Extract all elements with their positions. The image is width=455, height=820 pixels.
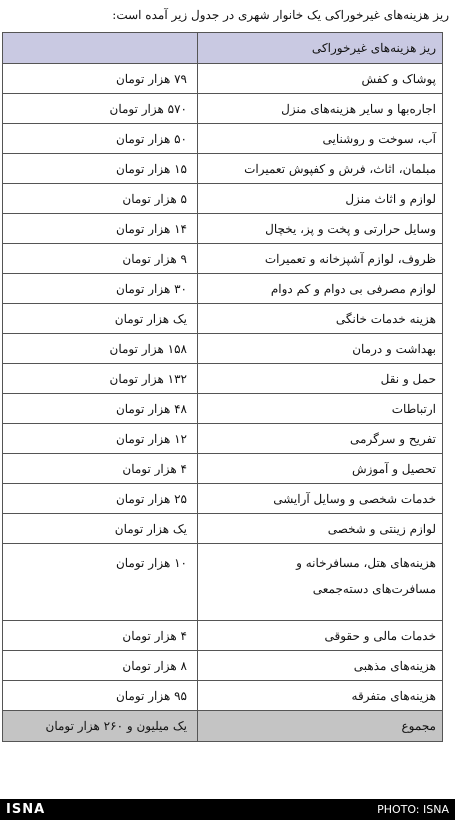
cost-cell: ۵۰ هزار تومان — [3, 124, 198, 154]
cost-cell: ۱۴ هزار تومان — [3, 214, 198, 244]
cost-cell: ۱۵ هزار تومان — [3, 154, 198, 184]
table-row — [3, 651, 443, 681]
cost-cell: ۸ هزار تومان — [3, 651, 198, 681]
table-row — [3, 124, 443, 154]
cost-cell: ۱۵۸ هزار تومان — [3, 334, 198, 364]
cost-cell: ۵۷۰ هزار تومان — [3, 94, 198, 124]
cost-cell: ۴ هزار تومان — [3, 621, 198, 651]
table-row — [3, 681, 443, 711]
table-row — [3, 184, 443, 214]
cost-cell: یک هزار تومان — [3, 304, 198, 334]
cost-cell: ۲۵ هزار تومان — [3, 484, 198, 514]
table-row — [3, 214, 443, 244]
header-cost-cell — [3, 33, 198, 64]
table-row — [3, 364, 443, 394]
table-row — [3, 274, 443, 304]
item-cell: خدمات شخصی و وسایل آرایشی — [198, 484, 443, 514]
cost-cell: یک هزار تومان — [3, 514, 198, 544]
table-row — [3, 244, 443, 274]
table-header-row — [3, 33, 443, 64]
item-cell: خدمات مالی و حقوقی — [198, 621, 443, 651]
photo-credit: PHOTO: ISNA — [377, 803, 449, 816]
total-cost-cell: یک میلیون و ۲۶۰ هزار تومان — [3, 711, 198, 742]
table-row — [3, 484, 443, 514]
cost-cell: ۴ هزار تومان — [3, 454, 198, 484]
table-row — [3, 514, 443, 544]
item-cell: ارتباطات — [198, 394, 443, 424]
cost-cell: ۷۹ هزار تومان — [3, 64, 198, 94]
item-cell: هزینه خدمات خانگی — [198, 304, 443, 334]
item-cell: هزینه‌های متفرقه — [198, 681, 443, 711]
item-line: مسافرت‌های دسته‌جمعی — [312, 582, 436, 596]
cost-cell: ۵ هزار تومان — [3, 184, 198, 214]
table-row — [3, 454, 443, 484]
expenses-table — [2, 32, 443, 742]
item-cell: آب، سوخت و روشنایی — [198, 124, 443, 154]
item-cell: لوازم و اثاث منزل — [198, 184, 443, 214]
item-cell: بهداشت و درمان — [198, 334, 443, 364]
item-cell: مبلمان، اثاث، فرش و کفپوش تعمیرات — [198, 154, 443, 184]
item-cell: لوازم زینتی و شخصی — [198, 514, 443, 544]
cost-cell: ۱۲ هزار تومان — [3, 424, 198, 454]
item-cell: پوشاک و کفش — [198, 64, 443, 94]
cost-cell: ۳۰ هزار تومان — [3, 274, 198, 304]
item-cell: وسایل حرارتی و پخت و پز، یخچال — [198, 214, 443, 244]
isna-logo: ISNA — [6, 802, 46, 817]
item-cell: تحصیل و آموزش — [198, 454, 443, 484]
item-cell: اجاره‌بها و سایر هزینه‌های منزل — [198, 94, 443, 124]
cost-cell: ۹۵ هزار تومان — [3, 681, 198, 711]
item-cell: تفریح و سرگرمی — [198, 424, 443, 454]
photo-credit-bar — [0, 799, 455, 820]
header-item-cell: ریز هزینه‌های غیرخوراکی — [198, 33, 443, 64]
total-row — [3, 711, 443, 742]
table-row — [3, 64, 443, 94]
table-row — [3, 334, 443, 364]
table-row — [3, 424, 443, 454]
cost-cell: ۹ هزار تومان — [3, 244, 198, 274]
cost-cell: ۱۳۲ هزار تومان — [3, 364, 198, 394]
item-cell: حمل و نقل — [198, 364, 443, 394]
expenses-table-wrapper — [2, 32, 443, 742]
cost-cell: ۱۰ هزار تومان — [3, 544, 198, 621]
item-cell: ظروف، لوازم آشپزخانه و تعمیرات — [198, 244, 443, 274]
cost-cell: ۴۸ هزار تومان — [3, 394, 198, 424]
table-caption: ریز هزینه‌های غیرخوراکی یک خانوار شهری در جدول زیر آمده است: — [112, 8, 449, 22]
item-cell: لوازم مصرفی بی دوام و کم دوام — [198, 274, 443, 304]
item-cell — [198, 544, 443, 621]
table-row — [3, 154, 443, 184]
table-row — [3, 544, 443, 621]
table-row — [3, 394, 443, 424]
item-cell: هزینه‌های مذهبی — [198, 651, 443, 681]
total-label-cell: مجموع — [198, 711, 443, 742]
item-line: هزینه‌های هتل، مسافرخانه و — [296, 556, 436, 570]
table-row — [3, 304, 443, 334]
table-row — [3, 621, 443, 651]
table-row — [3, 94, 443, 124]
